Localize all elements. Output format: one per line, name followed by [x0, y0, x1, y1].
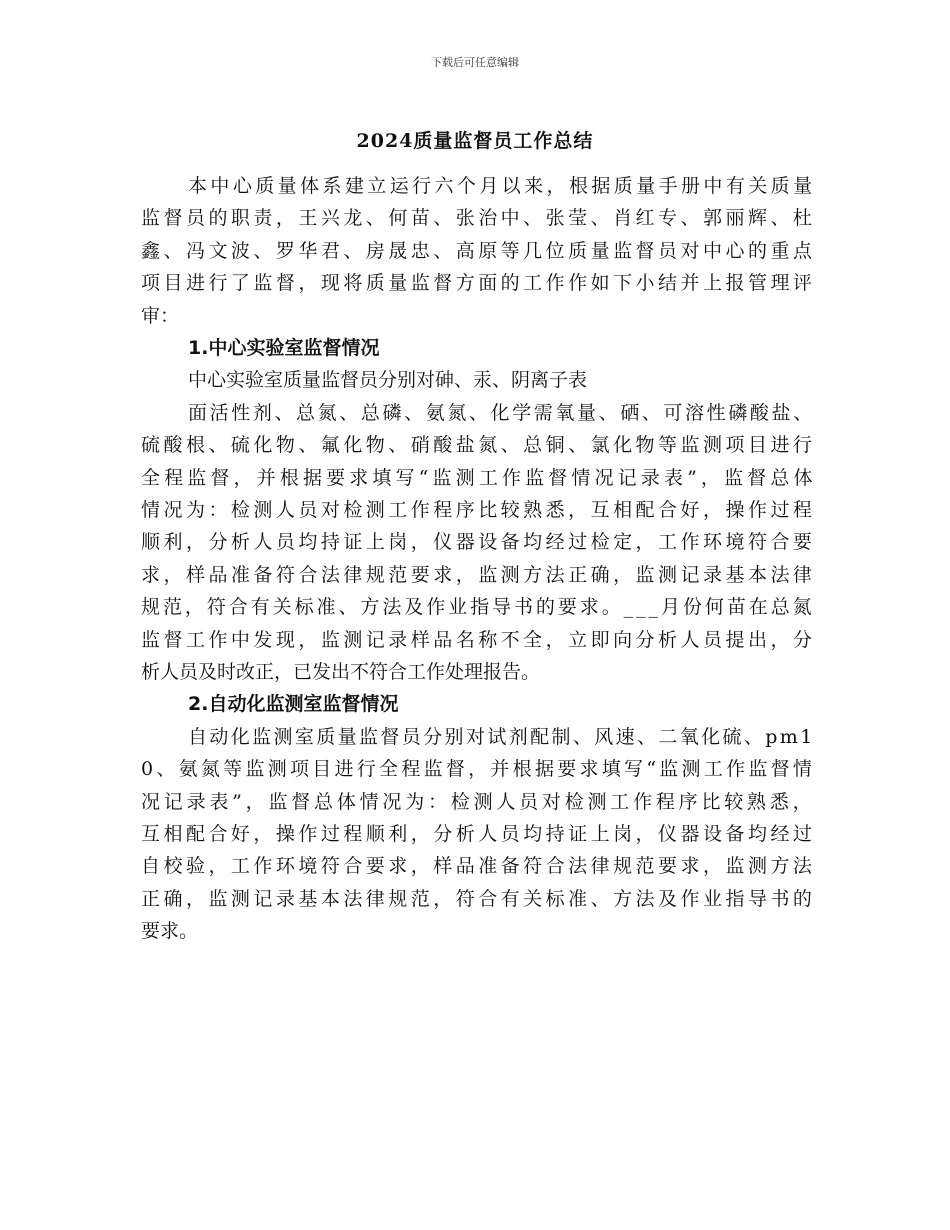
body-line: 监督员的职责，王兴龙、何苗、张治中、张莹、肖红专、郭丽辉、杜 [141, 207, 816, 230]
document-title: 2024质量监督员工作总结 [356, 130, 594, 152]
body-line: 求，样品准备符合法律规范要求，监测方法正确，监测记录基本法律 [141, 563, 816, 586]
body-line: 审： [141, 304, 180, 327]
body-line: 顺利，分析人员均持证上岗，仪器设备均经过检定，工作环境符合要 [141, 531, 816, 554]
body-line: 面活性剂、总氮、总磷、氨氮、化学需氧量、硒、可溶性磷酸盐、 [188, 401, 815, 424]
body-line: 析人员及时改正，已发出不符合工作处理报告。 [141, 661, 541, 683]
body-line: 况记录表”，监督总体情况为：检测人员对检测工作程序比较熟悉， [141, 790, 816, 813]
body-line: 正确，监测记录基本法律规范，符合有关标准、方法及作业指导书的 [141, 887, 816, 910]
body-line: 互相配合好，操作过程顺利，分析人员均持证上岗，仪器设备均经过 [141, 823, 816, 845]
body-line: 要求。 [141, 920, 199, 943]
body-line: 项目进行了监督，现将质量监督方面的工作作如下小结并上报管理评 [141, 272, 816, 295]
body-line: 自校验，工作环境符合要求，样品准备符合法律规范要求，监测方法 [141, 855, 816, 878]
body-line: 中心实验室质量监督员分别对砷、汞、阴离子表 [188, 369, 588, 392]
body-line: 鑫、冯文波、罗华君、房晟忠、高原等几位质量监督员对中心的重点 [141, 239, 816, 262]
body-line: 全程监督，并根据要求填写“监测工作监督情况记录表”，监督总体 [141, 466, 817, 489]
body-line: 规范，符合有关标准、方法及作业指导书的要求。___月份何苗在总氮 [141, 596, 815, 619]
body-line: 0、氨氮等监测项目进行全程监督，并根据要求填写“监测工作监督情 [141, 758, 816, 781]
header-note: 下载后可任意编辑 [431, 56, 519, 69]
body-line: 硫酸根、硫化物、氟化物、硝酸盐氮、总铜、氯化物等监测项目进行 [141, 434, 816, 457]
section-heading: 1.中心实验室监督情况 [188, 337, 380, 359]
body-line: 情况为：检测人员对检测工作程序比较熟悉，互相配合好，操作过程 [141, 499, 816, 521]
body-line: 监督工作中发现，监测记录样品名称不全，立即向分析人员提出，分 [141, 628, 816, 651]
body-line: 自动化监测室质量监督员分别对试剂配制、风速、二氧化硫、pm1 [188, 725, 815, 748]
body-line: 本中心质量体系建立运行六个月以来，根据质量手册中有关质量 [188, 175, 816, 197]
section-heading: 2.自动化监测室监督情况 [188, 693, 399, 716]
